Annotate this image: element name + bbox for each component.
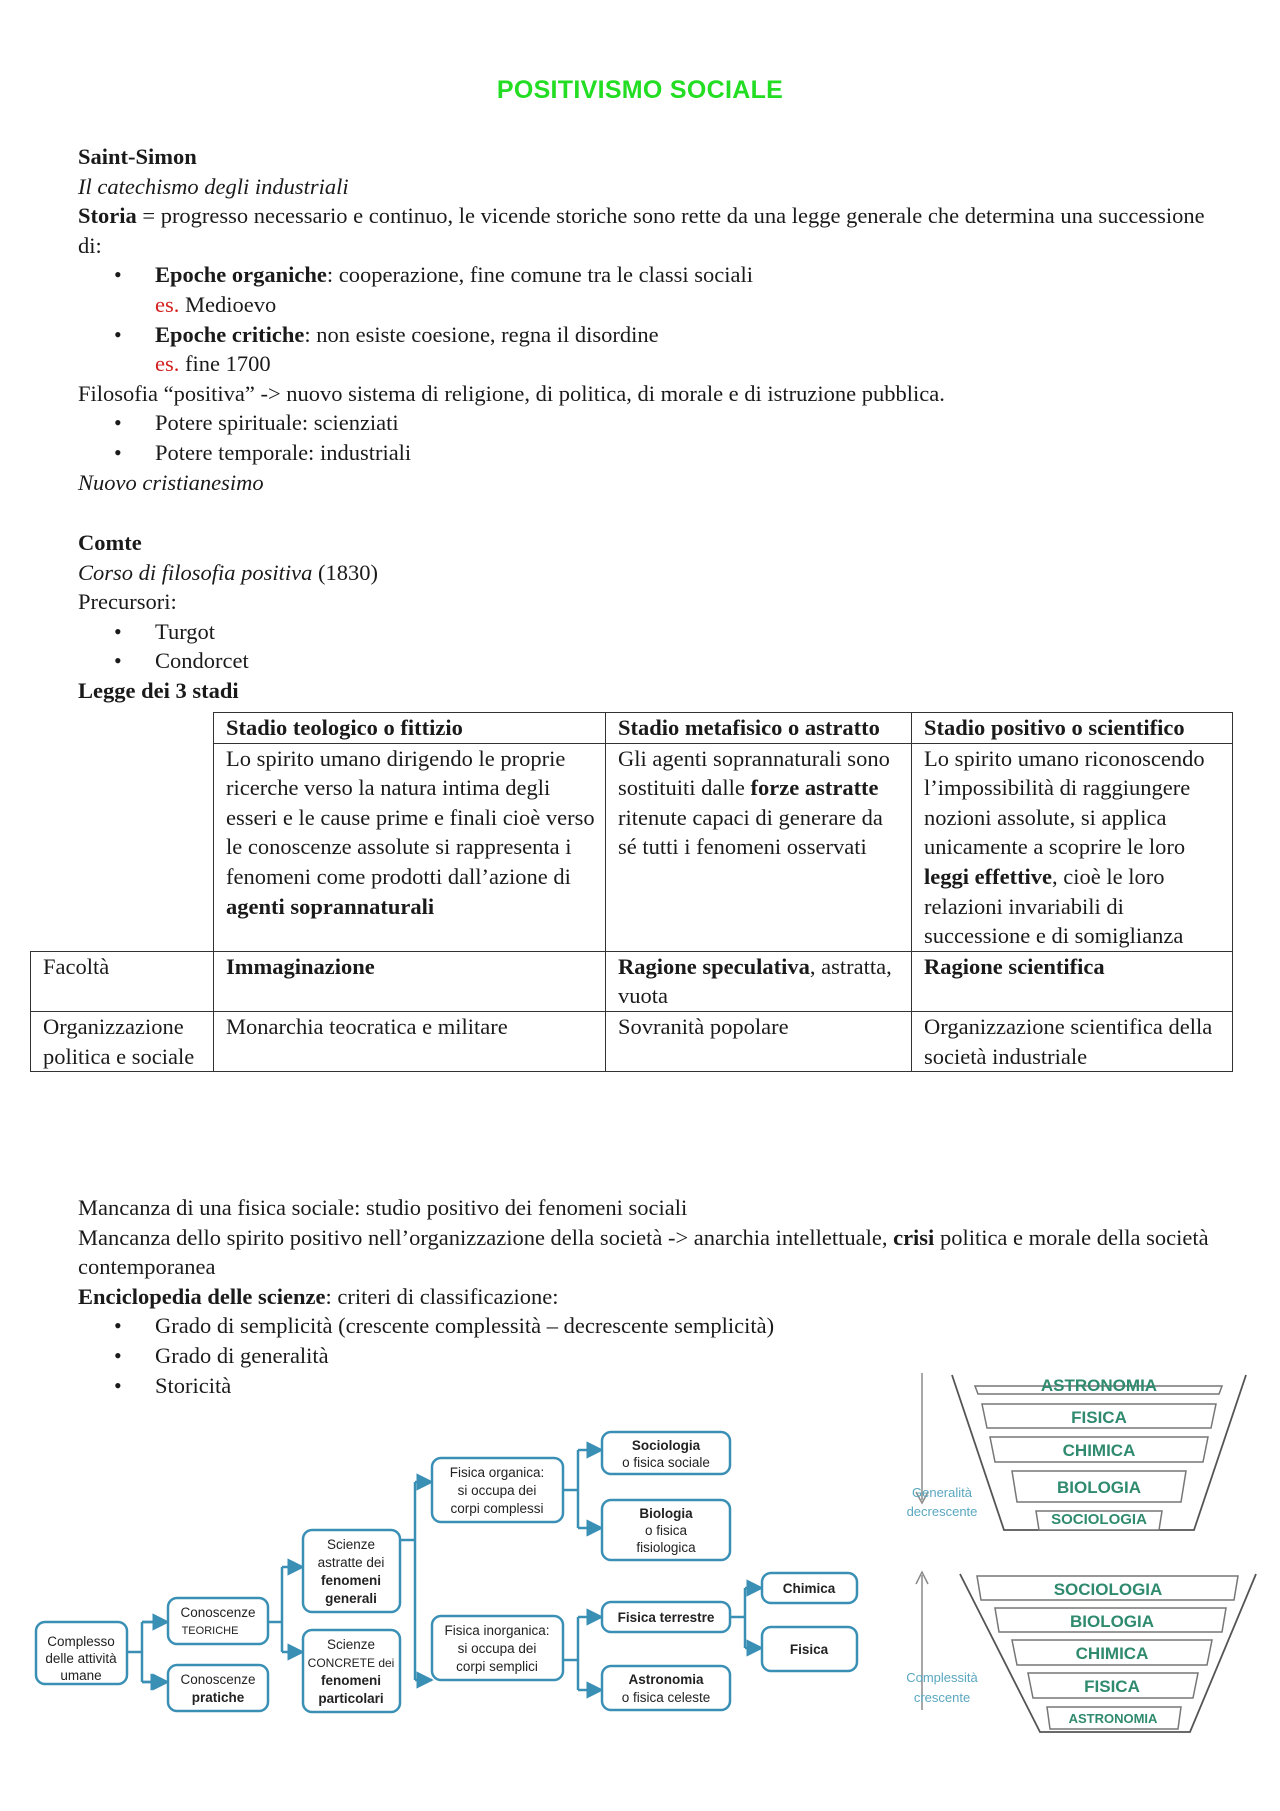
saint-simon-work: Il catechismo degli industriali [78, 173, 349, 199]
es-label: es. [155, 291, 180, 317]
facolta-teologico: Immaginazione [214, 951, 606, 1011]
funnel-bottom-level-5: ASTRONOMIA [1068, 1711, 1158, 1726]
header-positivo: Stadio positivo o scientifico [912, 713, 1233, 744]
funnel-bottom [906, 1572, 1256, 1732]
comte-heading: Comte [78, 530, 142, 555]
inorganica-line-1: Fisica inorganica: [444, 1623, 550, 1638]
funnel-top-level-3: CHIMICA [1062, 1441, 1136, 1460]
line-text: Mancanza dello spirito positivo nell’organizzazione della società -> anarchia intellettuale, [78, 1224, 894, 1250]
organica-line-2: si occupa dei [457, 1483, 537, 1498]
enciclopedia-line [78, 1282, 1218, 1312]
legge-3-stadi: Legge dei 3 stadi [78, 677, 239, 703]
astratte-line-4: generali [325, 1591, 377, 1606]
epoche-list [78, 260, 1218, 378]
inorganica-line-2: si occupa dei [457, 1641, 537, 1656]
es-text: Medioevo [179, 291, 277, 317]
organica-line-3: corpi complessi [450, 1501, 544, 1516]
astratte-line-2: astratte dei [317, 1555, 385, 1570]
spirito-positivo-line [78, 1223, 1218, 1282]
funnel-top [907, 1373, 1246, 1530]
stadi-table [30, 712, 1233, 1072]
funnel-bottom-level-2: BIOLOGIA [1069, 1612, 1155, 1631]
saint-simon-heading: Saint-Simon [78, 144, 197, 169]
table-row [31, 1011, 1233, 1071]
comte-work: Corso di filosofia positiva [78, 559, 313, 585]
cell-bold: forze astratte [750, 775, 879, 801]
funnel-top-level-4: BIOLOGIA [1056, 1478, 1142, 1497]
terrestre-label: Fisica terrestre [617, 1610, 715, 1625]
list-item: • Potere spirituale: scienziati [78, 408, 1218, 438]
descr-metafisico [606, 743, 912, 951]
list-item [78, 290, 1218, 320]
root-line-3: umane [60, 1668, 102, 1683]
es-label: es. [155, 351, 180, 377]
funnel-bottom-axis-2: crescente [913, 1690, 971, 1705]
root-line-1: Complesso [47, 1634, 115, 1649]
cell-bold: leggi effettive [924, 863, 1053, 889]
cell-text: , cioè le loro relazioni invariabili di successione e di somiglianza [924, 863, 1184, 949]
precursori-list [78, 617, 1218, 676]
comte-work-line [78, 558, 1218, 588]
concrete-line-1: Scienze [326, 1637, 376, 1652]
organica-line-1: Fisica organica: [449, 1465, 545, 1480]
classification-diagram [0, 1370, 1280, 1811]
list-item: • Condorcet [78, 646, 1218, 676]
storia-paragraph [78, 201, 1218, 260]
filosofia-positiva: Filosofia “positiva” -> nuovo sistema di religione, di politica, di morale e di istruzione pubblica. [78, 380, 945, 406]
cell-text: ritenute capaci di generare da sé tutti i fenomeni osservati [618, 804, 883, 860]
table-row [31, 743, 1233, 951]
sociologia-line-1: Sociologia [631, 1438, 701, 1453]
cell-text: Lo spirito umano riconoscendo l’impossibilità di raggiungere nozioni assolute, si applica unicamente a scoprire le loro [924, 745, 1205, 860]
saint-simon-section [78, 142, 1218, 497]
funnel-top-level-5: SOCIOLOGIA [1051, 1511, 1147, 1528]
inorganica-line-3: corpi semplici [456, 1659, 538, 1674]
funnel-bottom-axis-1: Complessità [906, 1670, 978, 1685]
epoche-organiche-label: Epoche organiche [155, 262, 327, 288]
org-positivo: Organizzazione scientifica della società industriale [912, 1011, 1233, 1071]
row-label-facolta: Facoltà [31, 951, 214, 1011]
es-text: fine 1700 [179, 351, 271, 377]
descr-teologico [214, 743, 606, 951]
org-teologico: Monarchia teocratica e militare [214, 1011, 606, 1071]
header-metafisico: Stadio metafisico o astratto [606, 713, 912, 744]
astronomia-line-2: o fisica celeste [621, 1690, 711, 1705]
funnel-bottom-level-3: CHIMICA [1075, 1644, 1149, 1663]
epoche-organiche-text: : cooperazione, fine comune tra le classi sociali [326, 262, 753, 288]
table-row [31, 951, 1233, 1011]
pratiche-line-1: Conoscenze [180, 1672, 256, 1687]
list-item [78, 349, 1218, 379]
teoriche-line-1: Conoscenze [180, 1605, 256, 1620]
list-item: • Grado di generalità [78, 1341, 1218, 1371]
list-item [78, 260, 1218, 290]
header-teologico: Stadio teologico o fittizio [214, 713, 606, 744]
funnel-top-level-1: ASTRONOMIA [1040, 1376, 1158, 1395]
funnel-top-axis-2: decrescente [906, 1504, 978, 1519]
table-row [31, 713, 1233, 744]
table-cell [31, 743, 214, 951]
sociologia-line-2: o fisica sociale [622, 1455, 710, 1470]
chimica-label: Chimica [782, 1581, 836, 1596]
line-text: politica e morale della società contemporanea [78, 1224, 1209, 1280]
concrete-line-3: fenomeni [320, 1673, 382, 1688]
row-label-organizzazione: Organizzazione politica e sociale [31, 1011, 214, 1071]
org-metafisico: Sovranità popolare [606, 1011, 912, 1071]
funnel-top-level-2: FISICA [1071, 1408, 1127, 1427]
epoche-critiche-text: : non esiste coesione, regna il disordine [304, 321, 659, 347]
biologia-line-3: fisiologica [636, 1540, 696, 1555]
table-cell [31, 713, 214, 744]
facolta-metafisico [606, 951, 912, 1011]
teoriche-line-2: TEORICHE [181, 1625, 239, 1637]
root-line-2: delle attività [45, 1651, 117, 1666]
list-item: • Grado di semplicità (crescente complessità – decrescente semplicità) [78, 1311, 1218, 1341]
descr-positivo [912, 743, 1233, 951]
funnel-top-axis-1: Generalità [912, 1485, 972, 1500]
concrete-line-2: CONCRETE dei [307, 1656, 395, 1670]
list-item [78, 320, 1218, 350]
concrete-line-4: particolari [318, 1691, 384, 1706]
cell-text: , astratta, vuota [618, 953, 892, 1009]
list-item: • Turgot [78, 617, 1218, 647]
cell-text: Lo spirito umano dirigendo le proprie ricerche verso la natura intima degli esseri e le cause prime e finali cioè verso le conoscenze assolute si rappresenta i fenomeni come prodotti dall’azione di [226, 745, 595, 889]
enciclopedia-label: Enciclopedia delle scienze [78, 1283, 326, 1309]
epoche-critiche-label: Epoche critiche [155, 321, 305, 347]
fisica-sociale-line: Mancanza di una fisica sociale: studio positivo dei fenomeni sociali [78, 1195, 688, 1220]
comte-section [78, 528, 1218, 706]
biologia-line-2: o fisica [644, 1523, 688, 1538]
storia-text: = progresso necessario e continuo, le vicende storiche sono rette da una legge generale che determina una successione di: [78, 203, 1205, 258]
funnel-bottom-level-1: SOCIOLOGIA [1053, 1580, 1163, 1599]
poteri-list [78, 408, 1218, 467]
astronomia-line-1: Astronomia [628, 1672, 704, 1687]
cell-text: Gli agenti soprannaturali sono sostituiti dalle [618, 745, 890, 801]
page-title: POSITIVISMO SOCIALE [496, 76, 784, 104]
precursori-label: Precursori: [78, 589, 177, 615]
cell-bold: Ragione speculativa [618, 953, 810, 979]
list-item: • Storicità [78, 1371, 1218, 1401]
pratiche-line-2: pratiche [191, 1690, 245, 1705]
biologia-line-1: Biologia [639, 1506, 693, 1521]
line-bold: crisi [893, 1224, 935, 1250]
fisica-label: Fisica [789, 1642, 829, 1657]
nuovo-cristianesimo: Nuovo cristianesimo [78, 469, 264, 495]
list-item: • Potere temporale: industriali [78, 438, 1218, 468]
storia-label: Storia [78, 203, 137, 229]
cell-bold: agenti soprannaturali [226, 893, 435, 919]
funnel-bottom-level-4: FISICA [1084, 1677, 1140, 1696]
astratte-line-1: Scienze [326, 1537, 376, 1552]
facolta-positivo: Ragione scientifica [912, 951, 1233, 1011]
tree-boxes [36, 1432, 857, 1712]
comte-year: (1830) [312, 559, 379, 585]
astratte-line-3: fenomeni [320, 1573, 382, 1588]
enciclopedia-text: : criteri di classificazione: [325, 1283, 559, 1309]
